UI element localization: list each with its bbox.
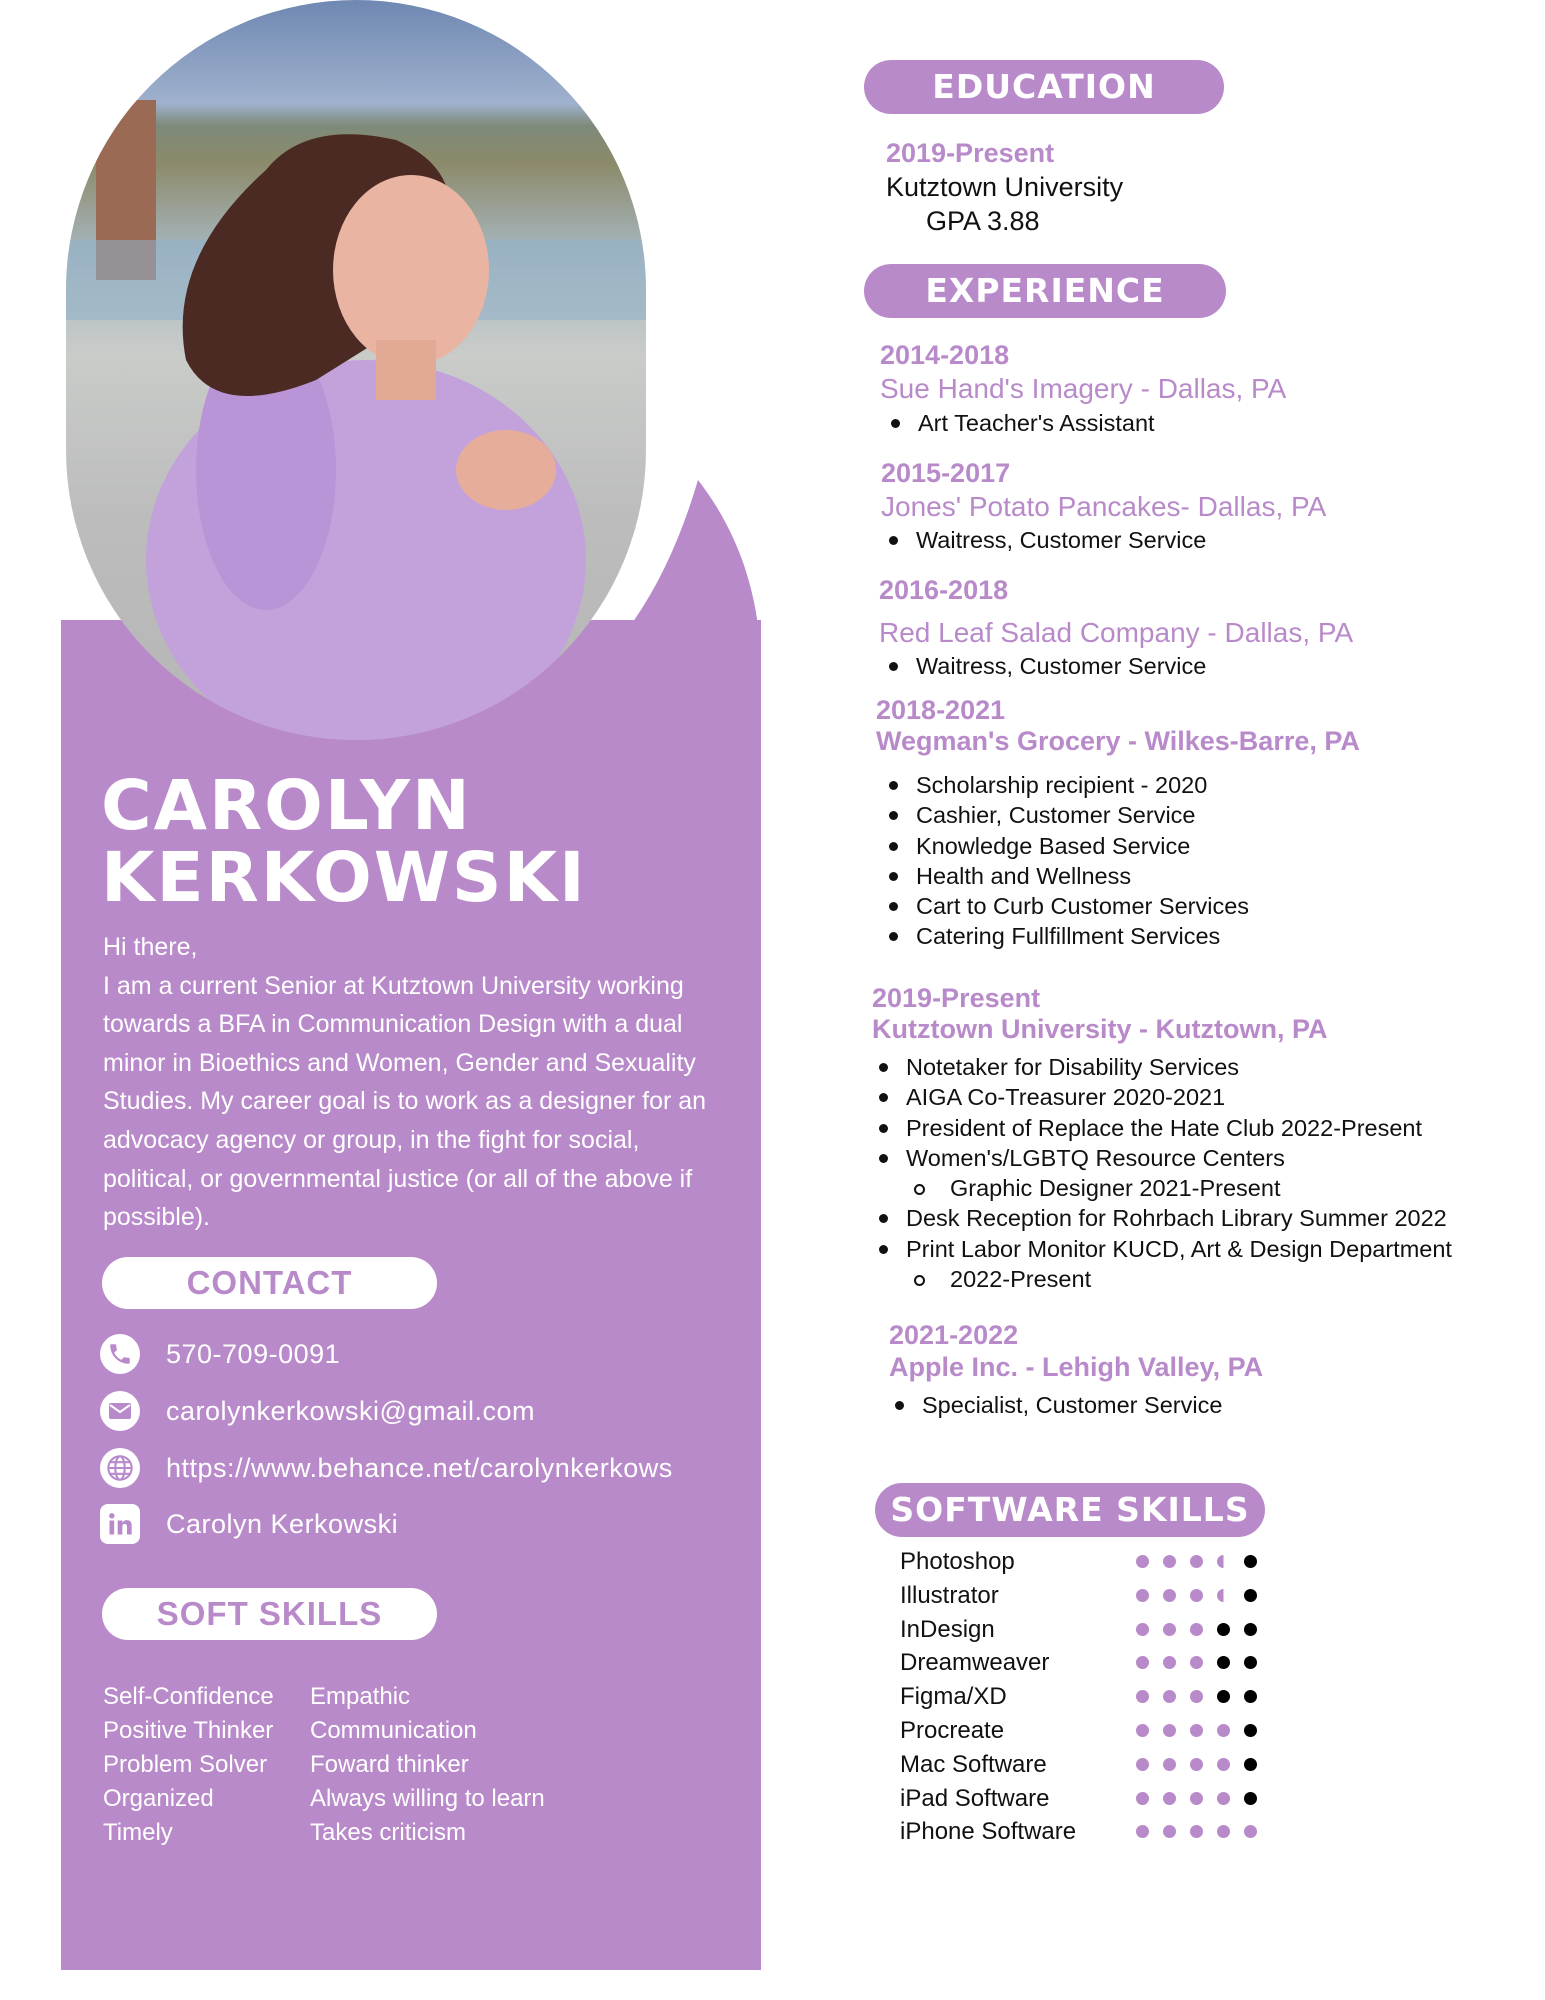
job-bullets bbox=[886, 1390, 1222, 1420]
job-bullets bbox=[880, 651, 1206, 681]
contact-email[interactable] bbox=[100, 1389, 535, 1433]
job-company: Apple Inc. - Lehigh Valley, PA bbox=[889, 1352, 1264, 1382]
rating-dot bbox=[1244, 1623, 1257, 1636]
rating-dot bbox=[1136, 1656, 1149, 1669]
software-skill-name: iPad Software bbox=[900, 1784, 1050, 1812]
name-last: KERKOWSKI bbox=[101, 838, 587, 918]
job-company: Sue Hand's Imagery - Dallas, PA bbox=[880, 373, 1287, 404]
rating-dot bbox=[1244, 1690, 1257, 1703]
bullet-item: Women's/LGBTQ Resource Centers bbox=[870, 1143, 1452, 1173]
rating-dot bbox=[1163, 1724, 1176, 1737]
software-skill-row bbox=[900, 1714, 1260, 1748]
rating-dots bbox=[1136, 1792, 1257, 1805]
software-skill-row bbox=[900, 1646, 1260, 1680]
job-years: 2015-2017 bbox=[881, 458, 1011, 488]
rating-dots bbox=[1136, 1589, 1257, 1602]
software-skill-name: iPhone Software bbox=[900, 1818, 1077, 1846]
rating-dot bbox=[1217, 1589, 1230, 1602]
software-skill-name: Illustrator bbox=[900, 1581, 999, 1609]
rating-dot bbox=[1190, 1724, 1203, 1737]
software-skill-name: Photoshop bbox=[900, 1548, 1015, 1575]
rating-dot bbox=[1217, 1656, 1230, 1669]
job-company: Wegman's Grocery - Wilkes-Barre, PA bbox=[876, 726, 1360, 756]
name-first: CAROLYN bbox=[101, 766, 472, 846]
software-skill-name: InDesign bbox=[900, 1615, 995, 1643]
bullet-item: Cashier, Customer Service bbox=[880, 800, 1249, 830]
rating-dot bbox=[1136, 1825, 1149, 1838]
software-skill-row bbox=[900, 1815, 1260, 1849]
rating-dot bbox=[1190, 1656, 1203, 1669]
candidate-name bbox=[101, 766, 587, 918]
rating-dot bbox=[1244, 1792, 1257, 1805]
job-company: Jones' Potato Pancakes- Dallas, PA bbox=[881, 491, 1327, 522]
bullet-item: Scholarship recipient - 2020 bbox=[880, 770, 1249, 800]
rating-dots bbox=[1136, 1623, 1257, 1636]
bio-greeting: Hi there, bbox=[103, 933, 198, 961]
rating-dot bbox=[1217, 1758, 1230, 1771]
software-skill-row bbox=[900, 1545, 1260, 1579]
soft-skill: Positive Thinker bbox=[103, 1717, 274, 1744]
contact-website[interactable] bbox=[100, 1446, 673, 1490]
job-years: 2016-2018 bbox=[879, 575, 1009, 605]
rating-dot bbox=[1136, 1792, 1149, 1805]
rating-dot bbox=[1163, 1792, 1176, 1805]
rating-dot bbox=[1217, 1623, 1230, 1636]
soft-skill: Self-Confidence bbox=[103, 1683, 274, 1710]
soft-skill: Communication bbox=[310, 1717, 477, 1744]
bullet-item: Waitress, Customer Service bbox=[880, 651, 1206, 681]
software-skill-row bbox=[900, 1748, 1260, 1782]
contact-linkedin[interactable] bbox=[100, 1502, 398, 1546]
rating-dot bbox=[1217, 1690, 1230, 1703]
rating-dot bbox=[1163, 1656, 1176, 1669]
bullet-item: Knowledge Based Service bbox=[880, 831, 1249, 861]
soft-skill: Problem Solver bbox=[103, 1751, 268, 1778]
software-skill-row bbox=[900, 1680, 1260, 1714]
soft-skills-col1 bbox=[103, 1680, 274, 1850]
rating-dot bbox=[1244, 1825, 1257, 1838]
bullet-item: Specialist, Customer Service bbox=[886, 1390, 1222, 1420]
job-bullets bbox=[880, 770, 1249, 952]
rating-dot bbox=[1217, 1825, 1230, 1838]
rating-dot bbox=[1190, 1555, 1203, 1568]
rating-dot bbox=[1163, 1758, 1176, 1771]
job-bullets bbox=[880, 525, 1206, 555]
bullet-item: AIGA Co-Treasurer 2020-2021 bbox=[870, 1082, 1452, 1112]
bullet-item: Health and Wellness bbox=[880, 861, 1249, 891]
rating-dot bbox=[1244, 1758, 1257, 1771]
soft-skills-col2 bbox=[310, 1680, 545, 1850]
rating-dot bbox=[1244, 1724, 1257, 1737]
rating-dot bbox=[1217, 1792, 1230, 1805]
bullet-item: Catering Fullfillment Services bbox=[880, 921, 1249, 951]
linkedin-icon bbox=[100, 1504, 140, 1544]
phone-icon bbox=[100, 1334, 140, 1374]
bullet-item: Cart to Curb Customer Services bbox=[880, 891, 1249, 921]
rating-dots bbox=[1136, 1724, 1257, 1737]
education-gpa: GPA 3.88 bbox=[926, 206, 1040, 236]
bullet-item: Print Labor Monitor KUCD, Art & Design Department bbox=[870, 1234, 1452, 1264]
rating-dot bbox=[1163, 1589, 1176, 1602]
software-skill-row bbox=[900, 1579, 1260, 1613]
rating-dot bbox=[1136, 1724, 1149, 1737]
job-years: 2019-Present bbox=[872, 983, 1041, 1013]
bullet-item: Notetaker for Disability Services bbox=[870, 1052, 1452, 1082]
sub-bullet-item: Graphic Designer 2021-Present bbox=[870, 1173, 1452, 1203]
software-skill-name: Figma/XD bbox=[900, 1683, 1007, 1711]
job-years: 2021-2022 bbox=[889, 1320, 1019, 1350]
profile-photo bbox=[66, 0, 646, 740]
linkedin-name: Carolyn Kerkowski bbox=[166, 1508, 399, 1539]
rating-dot bbox=[1190, 1690, 1203, 1703]
rating-dot bbox=[1163, 1623, 1176, 1636]
rating-dot bbox=[1190, 1623, 1203, 1636]
sub-bullet-item: 2022-Present bbox=[870, 1264, 1452, 1294]
rating-dot bbox=[1136, 1555, 1149, 1568]
software-skill-name: Mac Software bbox=[900, 1750, 1047, 1778]
soft-skill: Empathic bbox=[310, 1683, 411, 1710]
rating-dot bbox=[1136, 1758, 1149, 1771]
software-skill-name: Procreate bbox=[900, 1716, 1005, 1744]
rating-dot bbox=[1244, 1589, 1257, 1602]
education-school: Kutztown University bbox=[886, 172, 1124, 202]
rating-dot bbox=[1190, 1825, 1203, 1838]
rating-dot bbox=[1244, 1656, 1257, 1669]
rating-dot bbox=[1190, 1758, 1203, 1771]
rating-dot bbox=[1190, 1589, 1203, 1602]
rating-dot bbox=[1217, 1555, 1230, 1568]
soft-skill: Timely bbox=[103, 1819, 173, 1846]
bio-body: I am a current Senior at Kutztown University working towards a BFA in Communication Design with a dual minor in Bioethics and Women, Gender and Sexuality Studies. My career goal is to work as a designer for an advocacy agency or group, in the fight for social, political, or governmental justice (or all of the above if possible). bbox=[103, 971, 707, 1232]
bio-text bbox=[103, 928, 723, 1237]
soft-skill: Organized bbox=[103, 1785, 214, 1812]
rating-dots bbox=[1136, 1825, 1257, 1838]
rating-dot bbox=[1190, 1792, 1203, 1805]
job-years: 2018-2021 bbox=[876, 695, 1006, 725]
bullet-item: Art Teacher's Assistant bbox=[882, 408, 1155, 438]
education-heading: EDUCATION bbox=[864, 60, 1224, 114]
phone-number: 570-709-0091 bbox=[166, 1338, 341, 1369]
job-years: 2014-2018 bbox=[880, 340, 1010, 370]
rating-dots bbox=[1136, 1656, 1257, 1669]
rating-dot bbox=[1163, 1555, 1176, 1568]
education-years: 2019-Present bbox=[886, 138, 1055, 168]
bullet-item: Waitress, Customer Service bbox=[880, 525, 1206, 555]
contact-heading: CONTACT bbox=[102, 1257, 437, 1309]
job-bullets bbox=[882, 408, 1155, 438]
job-bullets bbox=[870, 1052, 1452, 1294]
rating-dots bbox=[1136, 1758, 1257, 1771]
software-skill-row bbox=[900, 1613, 1260, 1647]
rating-dot bbox=[1136, 1690, 1149, 1703]
software-skill-name: Dreamweaver bbox=[900, 1649, 1050, 1677]
soft-skill: Foward thinker bbox=[310, 1751, 469, 1778]
job-company: Kutztown University - Kutztown, PA bbox=[872, 1014, 1328, 1044]
job-company: Red Leaf Salad Company - Dallas, PA bbox=[879, 617, 1354, 648]
soft-skill: Always willing to learn bbox=[310, 1785, 545, 1812]
software-skills-list bbox=[900, 1545, 1260, 1849]
email-address: carolynkerkowski@gmail.com bbox=[166, 1395, 535, 1426]
soft-skill: Takes criticism bbox=[310, 1819, 467, 1846]
software-skills-heading: SOFTWARE SKILLS bbox=[875, 1483, 1265, 1537]
rating-dot bbox=[1244, 1555, 1257, 1568]
bullet-item: Desk Reception for Rohrbach Library Summer 2022 bbox=[870, 1203, 1452, 1233]
rating-dots bbox=[1136, 1555, 1257, 1568]
rating-dot bbox=[1163, 1690, 1176, 1703]
bullet-item: President of Replace the Hate Club 2022-Present bbox=[870, 1113, 1452, 1143]
experience-heading: EXPERIENCE bbox=[864, 264, 1226, 318]
rating-dots bbox=[1136, 1690, 1257, 1703]
globe-icon bbox=[100, 1448, 140, 1488]
contact-phone[interactable] bbox=[100, 1332, 340, 1376]
rating-dot bbox=[1136, 1589, 1149, 1602]
website-url: https://www.behance.net/carolynkerkows bbox=[166, 1452, 673, 1483]
soft-skills-heading: SOFT SKILLS bbox=[102, 1588, 437, 1640]
rating-dot bbox=[1163, 1825, 1176, 1838]
email-icon bbox=[100, 1391, 140, 1431]
software-skill-row bbox=[900, 1782, 1260, 1816]
rating-dot bbox=[1136, 1623, 1149, 1636]
rating-dot bbox=[1217, 1724, 1230, 1737]
